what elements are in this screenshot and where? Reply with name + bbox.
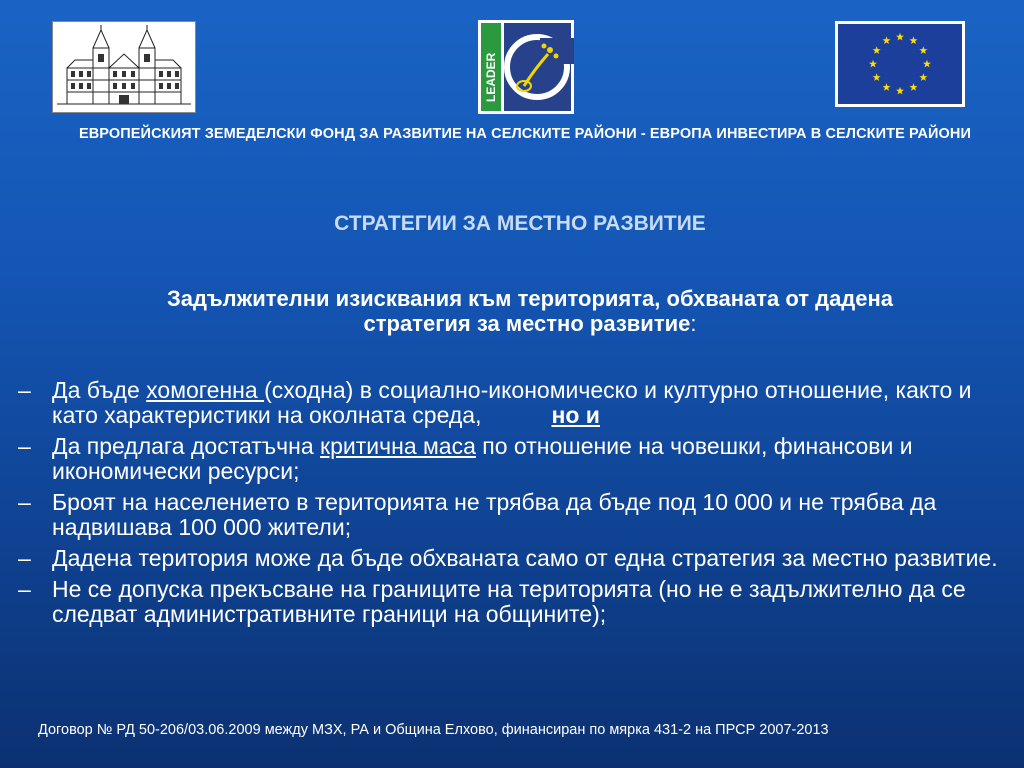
dash-marker: –: [18, 433, 31, 459]
eu-flag-icon: [835, 21, 965, 107]
slide-subtitle: [20, 286, 1024, 336]
bullet-text: Дадена територия може да бъде обхваната само от една стратегия за местно развитие.: [52, 545, 998, 571]
slide-title: СТРАТЕГИИ ЗА МЕСТНО РАЗВИТИЕ: [334, 212, 706, 235]
bullet-text: по отношение на човешки, финансови и икономически ресурси;: [52, 433, 913, 484]
bullet-text: Да бъде: [52, 377, 147, 403]
list-item: [18, 490, 1018, 540]
bullet-text: Броят на населението в територията не трябва да бъде под 10 000 и не трябва да надвишава 100 000 жители;: [52, 489, 937, 540]
building-icon: [53, 22, 195, 112]
dash-marker: –: [18, 489, 31, 515]
dash-marker: –: [18, 545, 31, 571]
list-item: [18, 378, 1018, 428]
contract-footer: Договор № РД 50-206/03.06.2009 между МЗХ, РА и Община Елхово, финансиран по мярка 431-2 на ПРСР 2007-2013: [38, 722, 829, 738]
bullet-text: Да предлага достатъчна: [52, 433, 321, 459]
bullet-underlined: критична маса: [320, 433, 476, 459]
bullet-underlined: хомогенна: [146, 377, 265, 403]
subtitle-colon: :: [690, 311, 697, 336]
leader-logo: [478, 20, 574, 114]
dash-marker: –: [18, 576, 31, 602]
bullet-tail: но и: [551, 402, 600, 428]
svg-text:LEADER: LEADER: [484, 52, 498, 102]
subtitle-line-2: стратегия за местно развитие: [363, 311, 691, 336]
fund-header: ЕВРОПЕЙСКИЯТ ЗЕМЕДЕЛСКИ ФОНД ЗА РАЗВИТИЕ НА СЕЛСКИТЕ РАЙОНИ - ЕВРОПА ИНВЕСТИРА В СЕЛСКИТЕ РАЙОНИ: [78, 126, 972, 142]
dash-marker: –: [18, 377, 31, 403]
bullet-text: Не се допуска прекъсване на границите на територията (но не е задължително да се следват административните граници на общините);: [52, 576, 966, 627]
subtitle-line-1: Задължителни изисквания към територията, обхваната от дадена: [166, 286, 894, 311]
list-item: [18, 434, 1018, 484]
building-logo: [52, 21, 196, 113]
list-item: [18, 577, 1018, 627]
leader-icon: [478, 20, 574, 114]
eu-flag-logo: [835, 21, 965, 107]
bullet-text: (сходна) в социално-икономическо и културно отношение, както и като характеристики на околната среда,: [52, 377, 972, 428]
list-item: [18, 546, 1018, 571]
requirements-list: [18, 378, 1018, 633]
